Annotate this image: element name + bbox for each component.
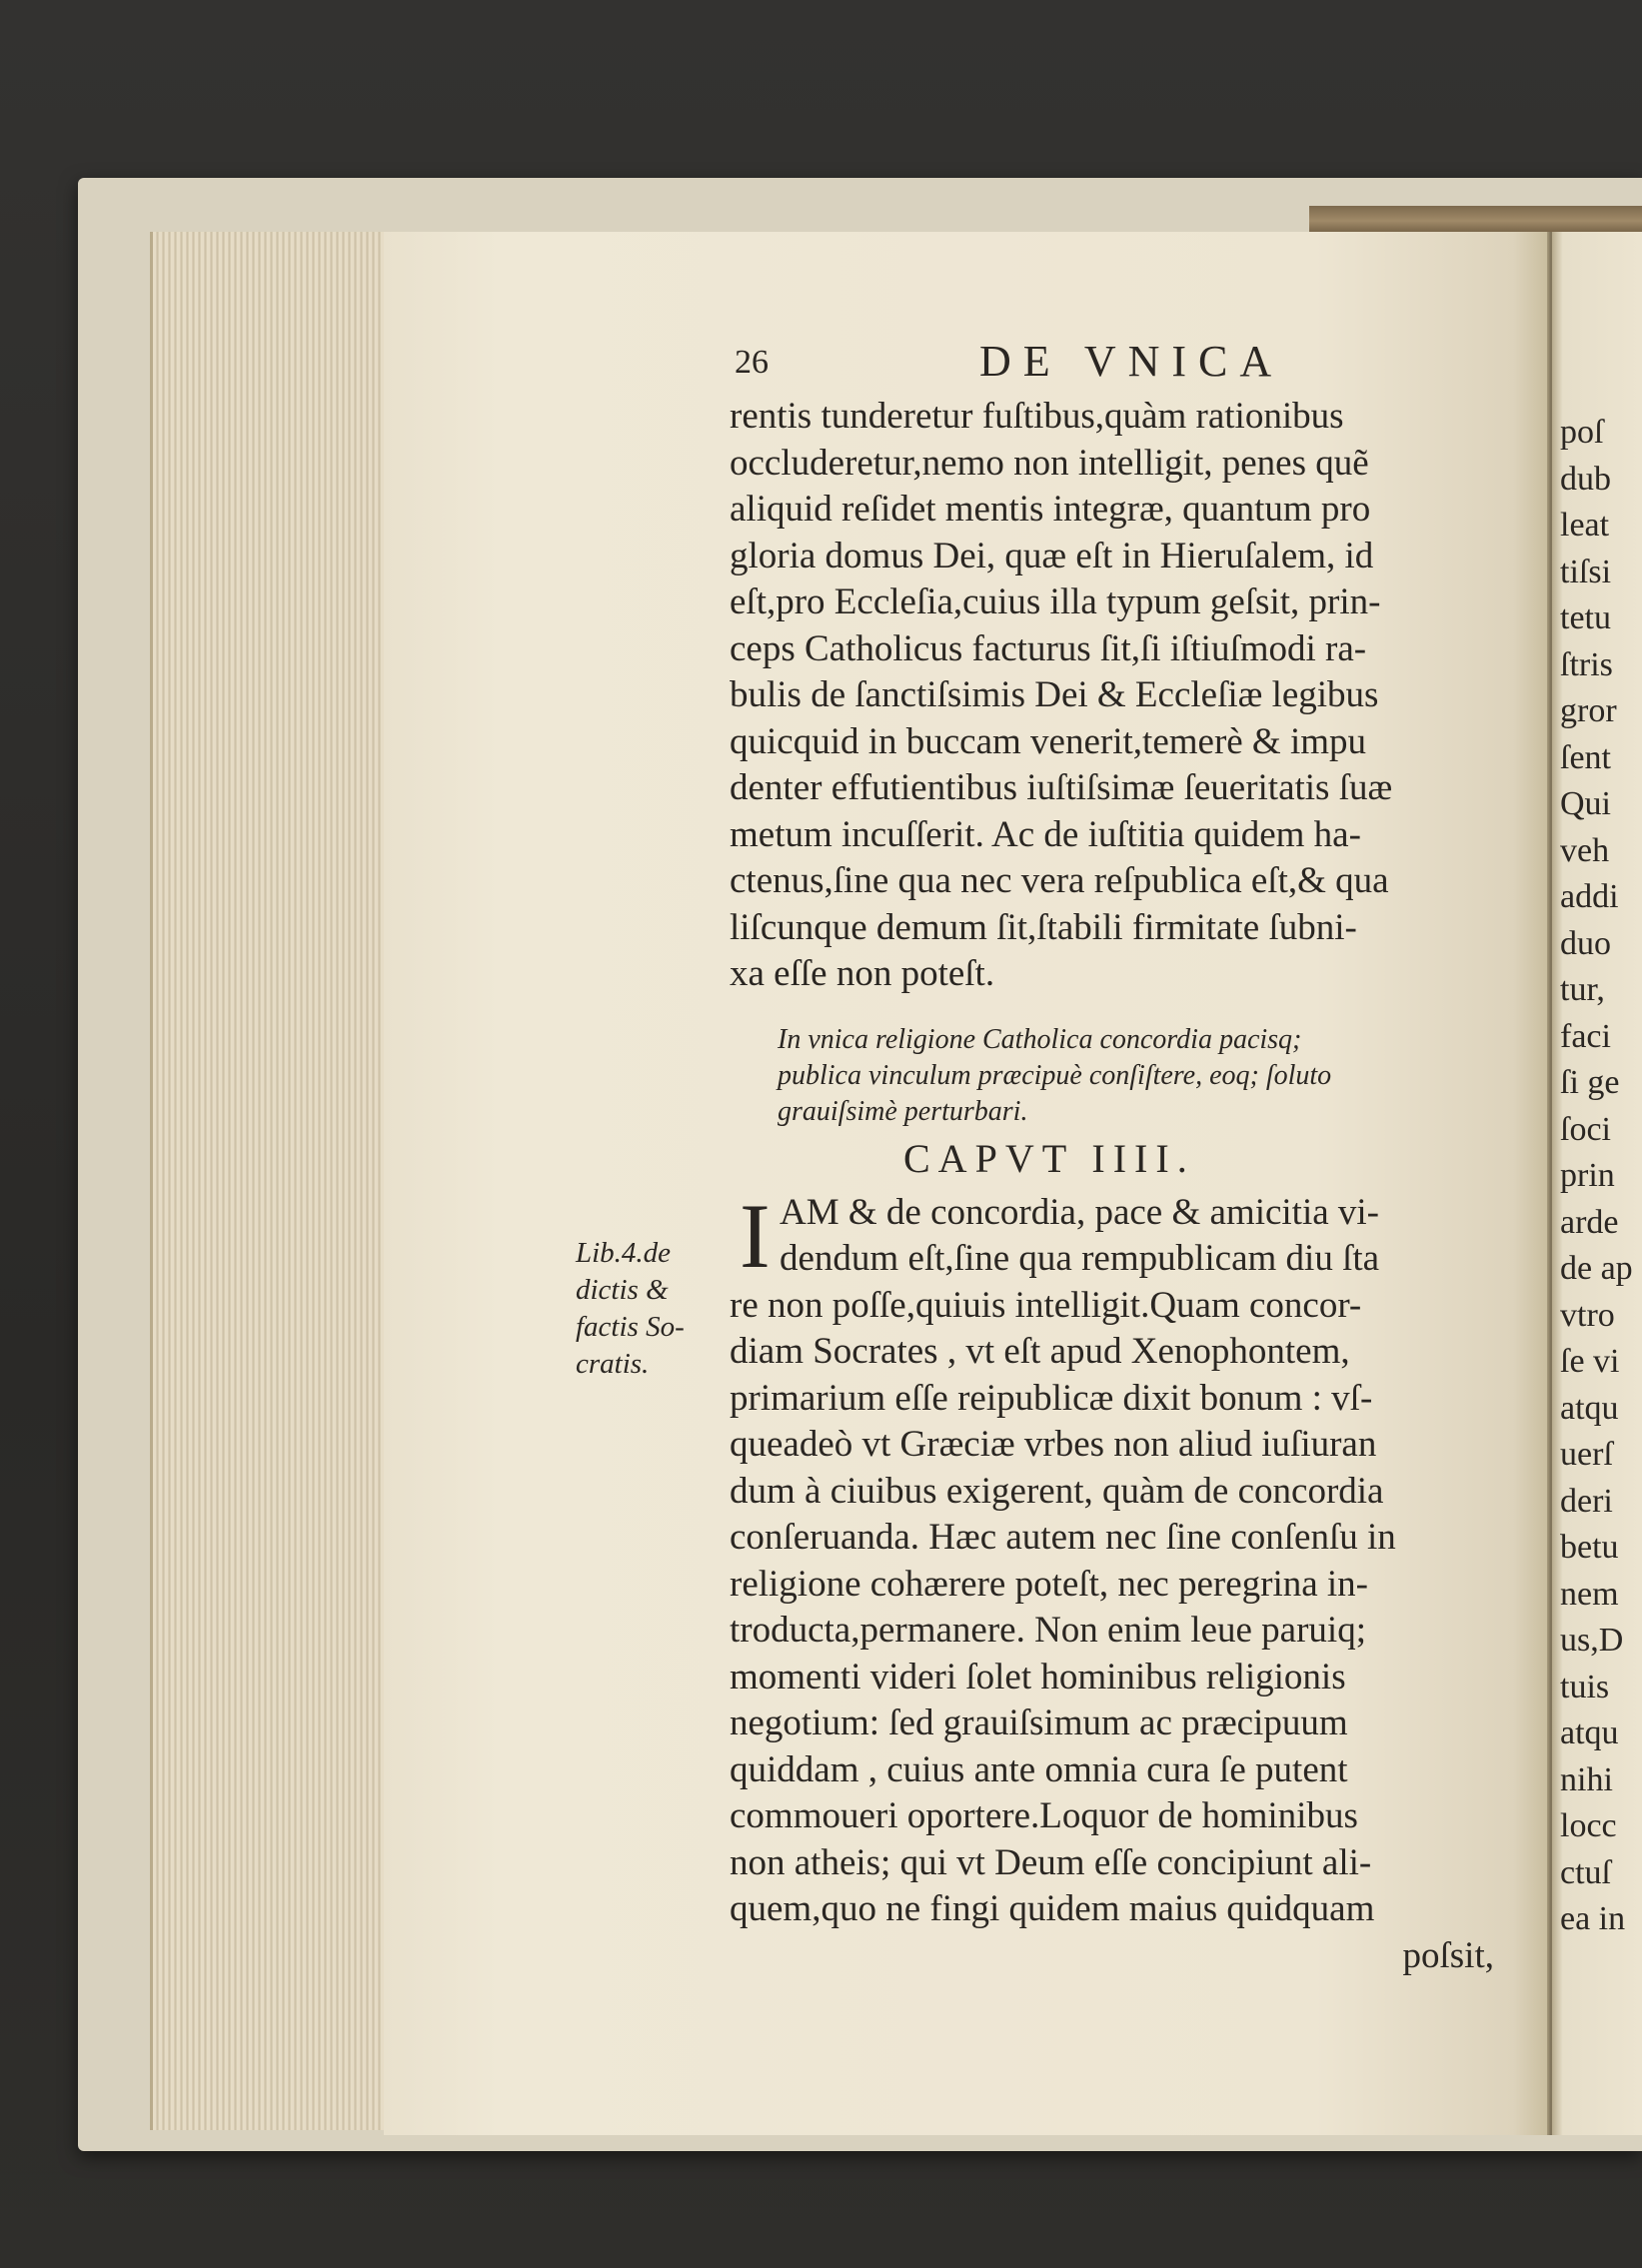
next-page-fragment: tur,: [1560, 971, 1605, 1008]
next-page-fragment: tuis: [1560, 1668, 1610, 1705]
text-line: denter effutientibus iuſtiſsimæ ſeueritatis ſuæ: [730, 767, 1393, 808]
next-page-fragment: locc: [1560, 1807, 1617, 1844]
text-block: [730, 336, 1504, 1979]
text-line: ceps Catholicus facturus ſit,ſi iſtiuſmodi ra-: [730, 627, 1367, 669]
next-page-fragment: deri: [1560, 1482, 1613, 1520]
next-page-fragment: us,D: [1560, 1622, 1624, 1659]
right-page-fragment: [1552, 232, 1642, 2135]
text-line: occluderetur,nemo non intelligit, penes quẽ: [730, 442, 1369, 484]
margin-note: [576, 1235, 716, 1383]
margin-note-line: cratis.: [576, 1348, 650, 1380]
text-line: negotium: ſed grauiſsimum ac præcipuum: [730, 1702, 1348, 1743]
next-page-fragment: poſ: [1560, 414, 1604, 451]
page-number: 26: [735, 344, 769, 381]
running-title: DE VNICA: [979, 337, 1284, 386]
next-page-fragment: addi: [1560, 878, 1619, 915]
text-line: conſeruanda. Hæc autem nec ſine conſenſu in: [730, 1517, 1396, 1558]
next-page-fragment: ctuſ: [1560, 1853, 1611, 1891]
summary-line: publica vinculum præcipuè conſiſtere, eoq; ſoluto: [778, 1059, 1332, 1091]
next-page-fragment: betu: [1560, 1529, 1619, 1566]
next-page-fragment: nihi: [1560, 1760, 1613, 1798]
text-line: religione cohærere poteſt, nec peregrina in-: [730, 1563, 1368, 1605]
text-line: troducta,permanere. Non enim leue paruiq;: [730, 1610, 1366, 1651]
next-page-fragment: duo: [1560, 924, 1611, 962]
text-line: gloria domus Dei, quæ eſt in Hieruſalem, id: [730, 535, 1374, 576]
next-page-fragment: leat: [1560, 507, 1610, 544]
next-page-fragment: ſtris: [1560, 645, 1613, 683]
next-page-fragment: ſe vi: [1560, 1343, 1620, 1380]
next-page-fragment: tetu: [1560, 599, 1611, 636]
text-line: diam Socrates , vt eſt apud Xenophontem,: [730, 1331, 1350, 1372]
text-line: eſt,pro Eccleſia,cuius illa typum geſsit, prin-: [730, 581, 1381, 622]
catchword: poſsit,: [1402, 1934, 1494, 1976]
text-line: xa eſſe non poteſt.: [730, 953, 995, 994]
running-head: [730, 336, 1504, 394]
page-edges: [150, 232, 391, 2130]
next-page-fragment: tiſsi: [1560, 553, 1612, 590]
text-line: quicquid in buccam venerit,temerè & impu: [730, 720, 1367, 762]
next-page-fragment: veh: [1560, 831, 1610, 869]
next-page-fragment: nem: [1560, 1575, 1619, 1613]
text-line: AM & de concordia, pace & amicitia vi-: [780, 1191, 1380, 1233]
next-page-fragment: faci: [1560, 1017, 1611, 1055]
chapter-heading: CAPVT IIII.: [903, 1135, 1195, 1181]
next-page-fragment: uerſ: [1560, 1436, 1613, 1473]
next-page-fragment: gror: [1560, 692, 1617, 729]
text-line: quiddam , cuius ante omnia cura ſe putent: [730, 1748, 1348, 1790]
next-page-fragment: atqu: [1560, 1389, 1619, 1427]
chapter-summary: [778, 1022, 1504, 1130]
text-line: bulis de ſanctiſsimis Dei & Eccleſiæ legibus: [730, 674, 1379, 715]
next-page-fragment: vtro: [1560, 1296, 1615, 1334]
text-line: queadeò vt Græciæ vrbes non aliud iuſiuran: [730, 1424, 1377, 1465]
text-line: liſcunque demum ſit,ſtabili firmitate ſubni-: [730, 906, 1357, 948]
top-paragraph: [730, 394, 1504, 998]
text-line: dendum eſt,ſine qua rempublicam diu ſta: [780, 1238, 1380, 1279]
chapter-paragraph: [730, 1184, 1504, 1980]
next-page-fragment: prin: [1560, 1157, 1615, 1194]
text-line: re non poſſe,quiuis intelligit.Quam concor-: [730, 1284, 1362, 1326]
text-line: metum incuſſerit. Ac de iuſtitia quidem ha-: [730, 813, 1361, 855]
margin-note-line: Lib.4.de: [576, 1237, 672, 1269]
next-page-fragment: de ap: [1560, 1250, 1633, 1287]
next-page-fragment: ſent: [1560, 738, 1611, 776]
text-line: dum à ciuibus exigerent, quàm de concordia: [730, 1470, 1384, 1512]
summary-line: In vnica religione Catholica concordia pacisq;: [778, 1023, 1302, 1055]
text-line: commoueri oportere.Loquor de hominibus: [730, 1795, 1358, 1836]
text-line: ctenus,ſine qua nec vera reſpublica eſt,& qua: [730, 860, 1389, 901]
text-line: non atheis; qui vt Deum eſſe concipiunt ali-: [730, 1841, 1372, 1883]
text-line: quem,quo ne fingi quidem maius quidquam: [730, 1888, 1375, 1929]
next-page-fragment: atqu: [1560, 1714, 1619, 1751]
text-line: rentis tunderetur fuſtibus,quàm rationibus: [730, 396, 1344, 437]
next-page-fragment: ea in: [1560, 1900, 1626, 1937]
next-page-fragment: ſoci: [1560, 1110, 1611, 1148]
text-line: aliquid reſidet mentis integræ, quantum pro: [730, 489, 1371, 530]
next-page-fragment: Qui: [1560, 785, 1611, 822]
next-page-fragment: ſi ge: [1560, 1064, 1620, 1101]
text-line: momenti videri ſolet hominibus religionis: [730, 1656, 1346, 1698]
margin-note-line: factis So-: [576, 1311, 685, 1343]
margin-note-line: dictis &: [576, 1274, 669, 1306]
next-page-fragment: dub: [1560, 460, 1611, 498]
text-line: primarium eſſe reipublicæ dixit bonum : vſ-: [730, 1377, 1373, 1419]
drop-initial: I: [740, 1184, 771, 1287]
next-page-fragment: arde: [1560, 1203, 1619, 1241]
summary-line: grauiſsimè perturbari.: [778, 1095, 1028, 1127]
